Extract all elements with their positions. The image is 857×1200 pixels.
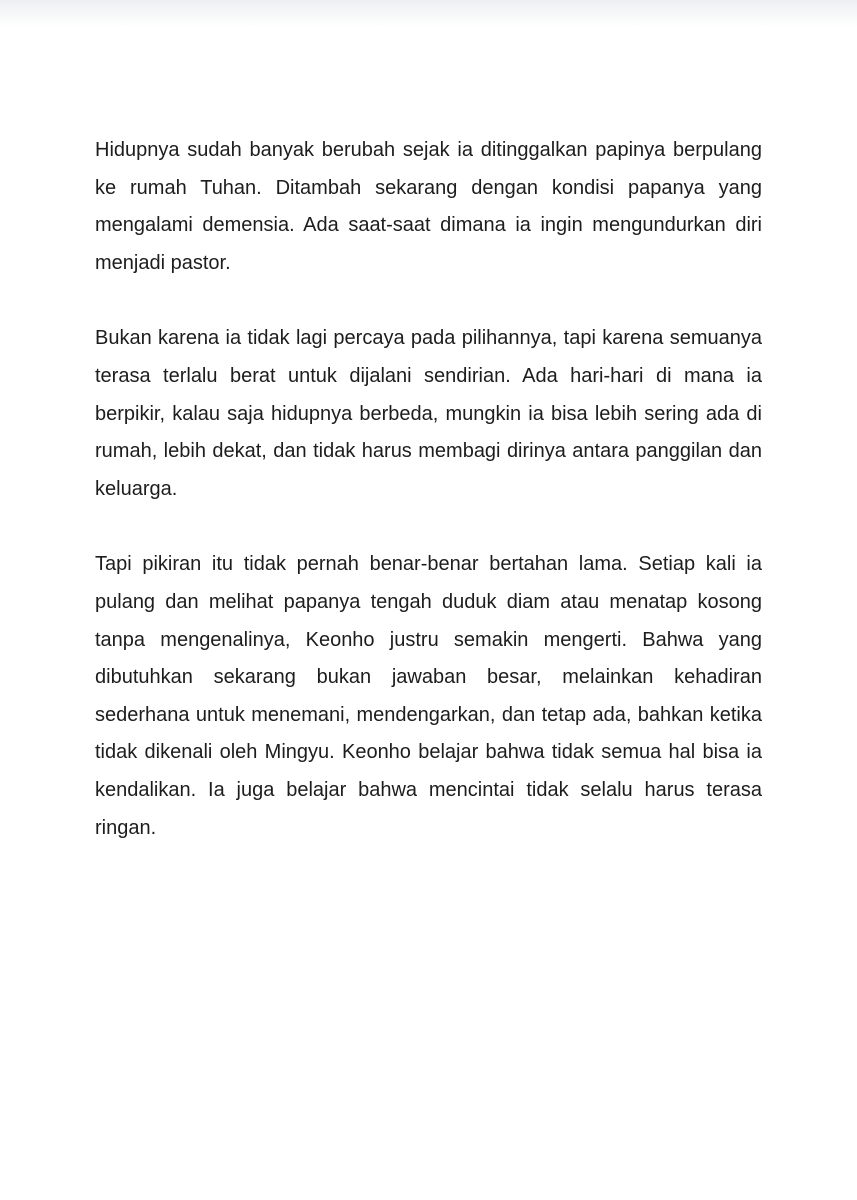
paragraph-3: Tapi pikiran itu tidak pernah benar-benar bertahan lama. Setiap kali ia pulang dan melihat papanya tengah duduk diam atau menatap kosong tanpa mengenalinya, Keonho justru semakin mengerti. Bahwa yang dibutuhkan sekarang bukan jawaban besar, melainkan kehadiran sederhana untuk menemani, mendengarkan, dan tetap ada, bahkan ketika tidak dikenali oleh Mingyu. Keonho belajar bahwa tidak semua hal bisa ia kendalikan. Ia juga belajar bahwa mencintai tidak selalu harus terasa ringan.: [95, 553, 762, 839]
paragraph-2: Bukan karena ia tidak lagi percaya pada pilihannya, tapi karena semuanya terasa terlalu berat untuk dijalani sendirian. Ada hari-hari di mana ia berpikir, kalau saja hidupnya berbeda, mungkin ia bisa lebih sering ada di rumah, lebih dekat, dan tidak harus membagi dirinya antara panggilan dan keluarga.: [95, 327, 762, 500]
paragraph-1: Hidupnya sudah banyak berubah sejak ia ditinggalkan papinya berpulang ke rumah Tuhan. Ditambah sekarang dengan kondisi papanya yang mengalami demensia. Ada saat-saat dimana ia ingin mengundurkan diri menjadi pastor.: [95, 139, 762, 274]
document-body: [95, 132, 762, 847]
page-top-shadow: [0, 0, 857, 28]
